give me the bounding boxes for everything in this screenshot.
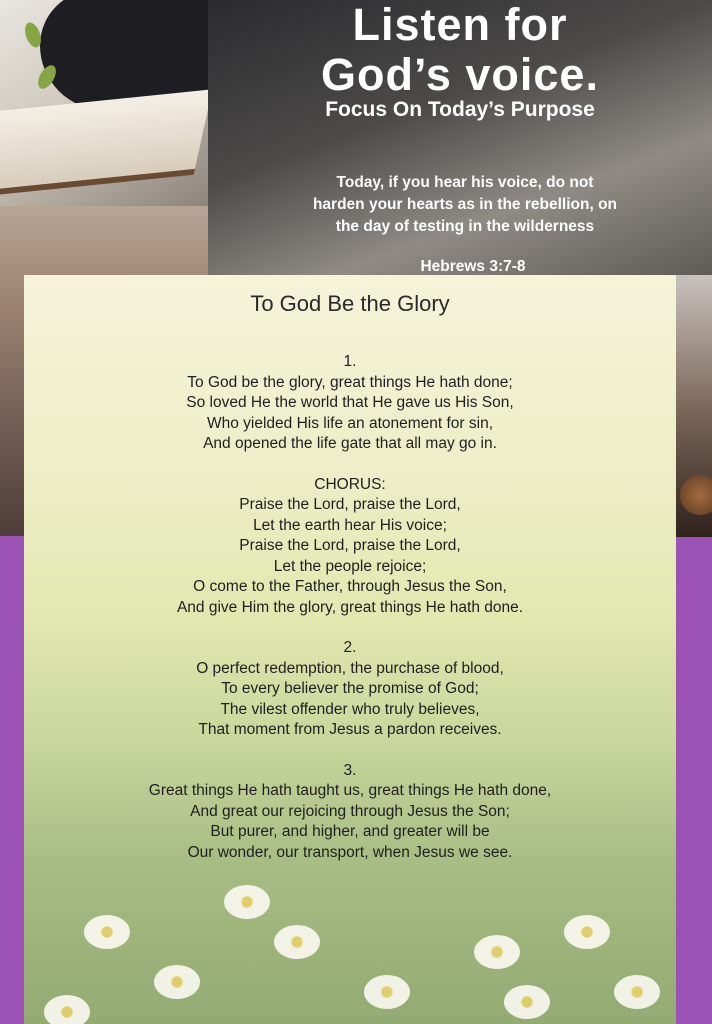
lyric-line: And opened the life gate that all may go in. bbox=[203, 435, 497, 452]
song-title: To God Be the Glory bbox=[250, 291, 450, 316]
lyric-line: Who yielded His life an atonement for sin, bbox=[206, 414, 494, 432]
lyric-line: To God be the glory, great things He hath done; bbox=[187, 373, 513, 391]
stanza-heading: 1. bbox=[343, 353, 357, 370]
flower-icon bbox=[364, 975, 410, 1009]
lyric-line: Great things He hath taught us, great things He hath done, bbox=[148, 782, 552, 799]
food-icon bbox=[680, 475, 712, 515]
lyric-line: To every believer the promise of God; bbox=[221, 680, 479, 697]
lyric-line: So loved He the world that He gave us His Son, bbox=[186, 394, 514, 411]
open-book-icon bbox=[0, 89, 208, 196]
lyric-line: O come to the Father, through Jesus the Son, bbox=[193, 578, 507, 595]
lyric-line: The vilest offender who truly believes, bbox=[220, 700, 480, 718]
flower-icon bbox=[44, 995, 90, 1024]
verse-line: the day of testing in the wilderness bbox=[335, 218, 595, 235]
flower-icon bbox=[564, 915, 610, 949]
right-photo-strip bbox=[676, 275, 712, 537]
bible-reading-photo bbox=[0, 0, 208, 206]
title-line-1: Listen for bbox=[352, 0, 568, 50]
song-lyrics bbox=[24, 352, 676, 883]
flower-icon bbox=[154, 965, 200, 999]
flower-icon bbox=[224, 885, 270, 919]
chorus bbox=[24, 475, 676, 619]
verse-text bbox=[230, 172, 700, 238]
stanza-heading: 2. bbox=[343, 639, 357, 656]
lyric-line: And give Him the glory, great things He hath done. bbox=[176, 598, 524, 616]
stanza bbox=[24, 638, 676, 741]
stanza-heading: 3. bbox=[343, 761, 357, 779]
lyric-line: Our wonder, our transport, when Jesus we see. bbox=[187, 843, 513, 861]
flower-icon bbox=[474, 935, 520, 969]
lyric-line: Praise the Lord, praise the Lord, bbox=[239, 537, 461, 554]
flower-icon bbox=[84, 915, 130, 949]
stanza bbox=[24, 761, 676, 864]
lyric-line: That moment from Jesus a pardon receives. bbox=[198, 721, 502, 738]
stanza-heading: CHORUS: bbox=[314, 475, 386, 493]
lyric-line: Let the earth hear His voice; bbox=[253, 516, 447, 534]
stanza bbox=[24, 352, 676, 455]
lyric-line: O perfect redemption, the purchase of blood, bbox=[196, 659, 504, 677]
title-line-2: God’s voice. bbox=[321, 49, 599, 100]
lyric-line: Let the people rejoice; bbox=[273, 557, 427, 575]
lyric-line: And great our rejoicing through Jesus the Son; bbox=[190, 802, 510, 820]
flower-icon bbox=[504, 985, 550, 1019]
page-subtitle: Focus On Today’s Purpose bbox=[325, 98, 595, 121]
verse-line: harden your hearts as in the rebellion, on bbox=[312, 196, 618, 213]
flower-icon bbox=[274, 925, 320, 959]
verse-line: Today, if you hear his voice, do not bbox=[336, 174, 594, 191]
lyric-line: But purer, and higher, and greater will be bbox=[210, 823, 490, 840]
lyric-line: Praise the Lord, praise the Lord, bbox=[239, 496, 461, 513]
verse-reference: Hebrews 3:7-8 bbox=[420, 258, 526, 275]
page-title bbox=[208, 0, 712, 100]
flower-icon bbox=[614, 975, 660, 1009]
